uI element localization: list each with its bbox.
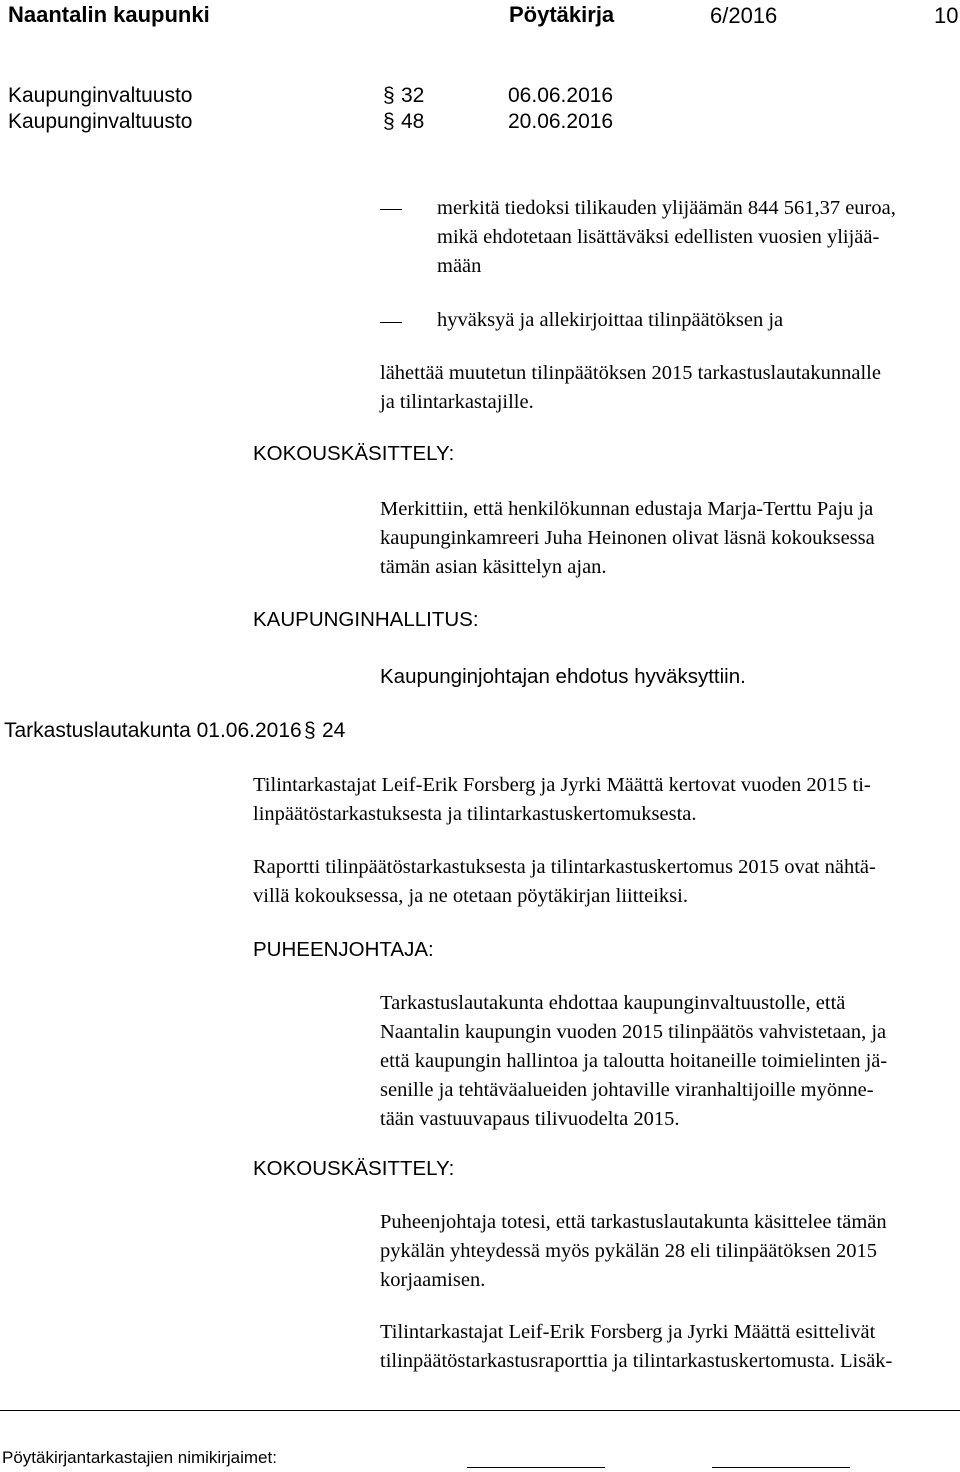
bullet-dash: [380, 209, 402, 210]
text-line: tään vastuuvapaus tilivuodelta 2015.: [380, 1108, 680, 1130]
text-line: pykälän yhteydessä myös pykälän 28 eli tilinpäätöksen 2015: [380, 1240, 878, 1262]
puheenjohtaja-text: [380, 989, 887, 1134]
text-line: tämän asian käsittelyn ajan.: [380, 556, 607, 578]
municipality-name: Naantalin kaupunki: [8, 2, 210, 27]
meta-body: Kaupunginvaltuusto: [8, 84, 193, 107]
text-line: senille ja tehtäväalueiden johtaville viranhaltijoille myönne-: [380, 1079, 874, 1101]
section-symbol: §: [304, 719, 316, 742]
bullet-2: [437, 306, 783, 335]
kokous2-text-2: [380, 1318, 892, 1376]
text-line: villä kokouksessa, ja ne otetaan pöytäkirjan liitteiksi.: [253, 885, 688, 907]
section-label-kaupunginhallitus: KAUPUNGINHALLITUS:: [253, 608, 479, 631]
text-line: mään: [437, 255, 482, 277]
text-line: hyväksyä ja allekirjoittaa tilinpäätöksen ja: [437, 309, 784, 331]
document-number: 6/2016: [710, 3, 778, 28]
text-line: lähettää muutetun tilinpäätöksen 2015 tarkastuslautakunnalle: [380, 362, 881, 384]
text-line: tilinpäätöstarkastusraporttia ja tilintarkastuskertomusta. Lisäk-: [380, 1350, 893, 1372]
paragraph-tilintarkastajat: [253, 771, 871, 829]
section-label-puheenjohtaja: PUHEENJOHTAJA:: [253, 938, 434, 961]
text-line: mikä ehdotetaan lisättäväksi edellisten vuosien ylijää-: [437, 226, 880, 248]
text-line: kaupunginkamreeri Juha Heinonen olivat läsnä kokouksessa: [380, 527, 875, 549]
paragraph-raportti: [253, 853, 876, 911]
kh-decision: Kaupunginjohtajan ehdotus hyväksyttiin.: [380, 665, 746, 688]
section-symbol: §: [383, 110, 395, 133]
text-line: Tarkastuslautakunta ehdottaa kaupunginvaltuustolle, että: [380, 992, 846, 1014]
text-line: ja tilintarkastajille.: [380, 391, 534, 413]
tarkastus-section: 24: [322, 719, 346, 742]
text-line: Tilintarkastajat Leif-Erik Forsberg ja Jyrki Määttä esittelivät: [380, 1321, 876, 1343]
page-number: 10: [934, 3, 959, 28]
signatures-label: Pöytäkirjantarkastajien nimikirjaimet:: [2, 1448, 277, 1467]
text-line: Puheenjohtaja totesi, että tarkastuslautakunta käsittelee tämän: [380, 1211, 887, 1233]
text-line: merkitä tiedoksi tilikauden ylijäämän 844 561,37 euroa,: [437, 197, 896, 219]
bullet-1: [437, 194, 896, 281]
section-label-kokouskasittely: KOKOUSKÄSITTELY:: [253, 442, 455, 465]
meta-section: 32: [401, 84, 425, 107]
footer-divider: [0, 1410, 960, 1411]
text-line: Raportti tilinpäätöstarkastuksesta ja tilintarkastuskertomus 2015 ovat nähtä-: [253, 856, 876, 878]
section-label-kokouskasittely-2: KOKOUSKÄSITTELY:: [253, 1157, 455, 1180]
send-paragraph: [380, 359, 881, 417]
text-line: korjaamisen.: [380, 1269, 486, 1291]
kokous1-text: [380, 495, 875, 582]
signature-line-2[interactable]: [712, 1467, 850, 1468]
meta-section: 48: [401, 110, 425, 133]
meta-date: 20.06.2016: [508, 110, 614, 133]
text-line: että kaupungin hallintoa ja taloutta hoitaneille toimielinten jä-: [380, 1050, 888, 1072]
kokous2-text-1: [380, 1208, 887, 1295]
document-type: Pöytäkirja: [509, 2, 615, 27]
text-line: Merkittiin, että henkilökunnan edustaja Marja-Terttu Paju ja: [380, 498, 874, 520]
bullet-dash: [380, 322, 402, 323]
section-symbol: §: [383, 84, 395, 107]
text-line: Tilintarkastajat Leif-Erik Forsberg ja Jyrki Määttä kertovat vuoden 2015 ti-: [253, 774, 871, 796]
text-line: linpäätöstarkastuksesta ja tilintarkastuskertomuksesta.: [253, 803, 697, 825]
text-line: Naantalin kaupungin vuoden 2015 tilinpäätös vahvistetaan, ja: [380, 1021, 887, 1043]
meta-date: 06.06.2016: [508, 84, 614, 107]
meta-body: Kaupunginvaltuusto: [8, 110, 193, 133]
signature-line-1[interactable]: [467, 1467, 605, 1468]
tarkastus-body: Tarkastuslautakunta 01.06.2016: [4, 719, 302, 742]
